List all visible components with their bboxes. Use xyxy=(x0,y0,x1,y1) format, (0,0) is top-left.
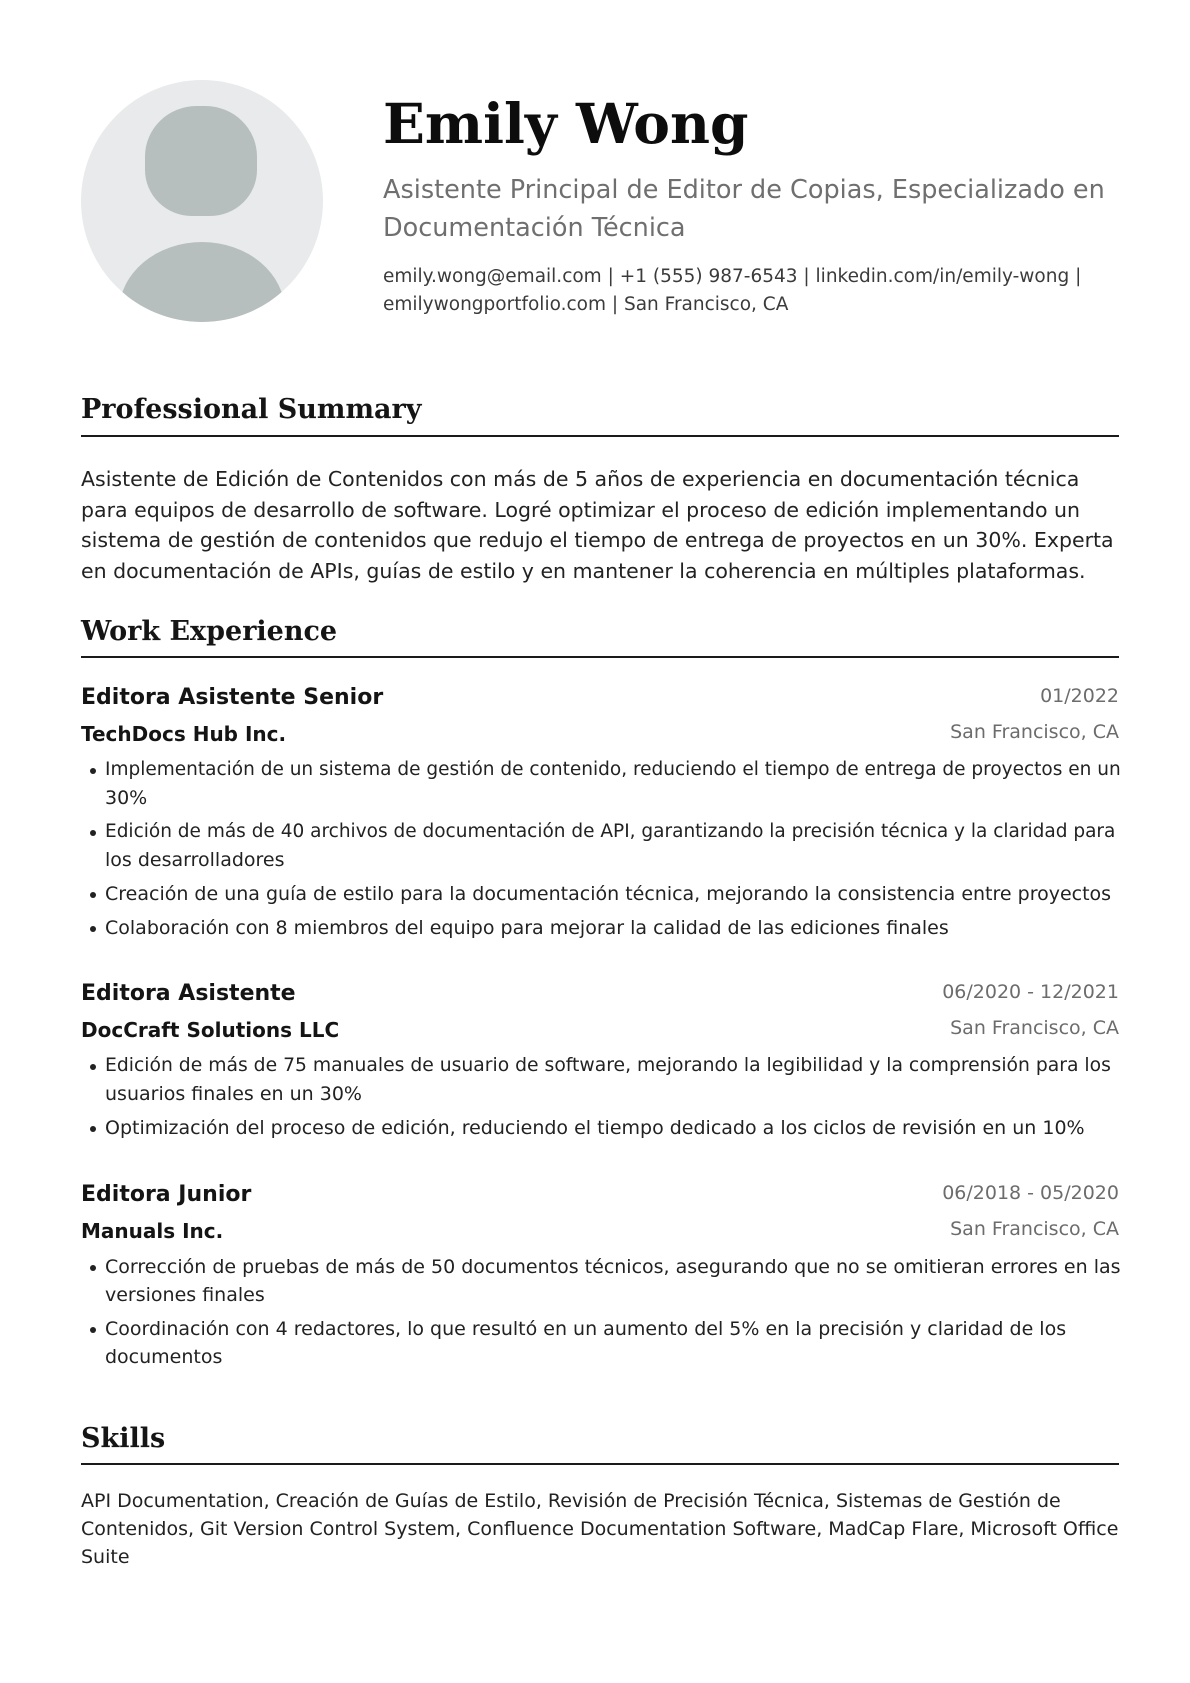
job-location: San Francisco, CA xyxy=(950,1017,1119,1039)
bullet-line: 30% xyxy=(105,787,148,809)
section-divider xyxy=(81,656,1119,658)
avatar-body-shape xyxy=(119,242,285,322)
bullet-line: Edición de más de 75 manuales de usuario de software, mejorando la legibilidad y la comprensión para los xyxy=(105,1055,1111,1076)
list-item xyxy=(81,880,1121,908)
job-date: 06/2018 - 05/2020 xyxy=(942,1182,1119,1204)
job-title: Editora Junior xyxy=(81,1182,252,1207)
job-location: San Francisco, CA xyxy=(950,1218,1119,1240)
bullet-line: documentos xyxy=(105,1346,223,1368)
job-bullets xyxy=(81,756,1121,948)
bullet-line: Creación de una guía de estilo para la documentación técnica, mejorando la consistencia entre proyectos xyxy=(105,883,1112,905)
summary-line: en documentación de APIs, guías de estilo y en mantener la coherencia en múltiples plataformas. xyxy=(81,558,1086,583)
bullet-line: Optimización del proceso de edición, reduciendo el tiempo dedicado a los ciclos de revisión en un 10% xyxy=(105,1117,1085,1139)
job-title: Editora Asistente Senior xyxy=(81,685,384,710)
section-title-experience: Work Experience xyxy=(81,616,338,647)
headline-line: Documentación Técnica xyxy=(383,213,686,243)
contact-line: emily.wong@email.com | +1 (555) 987-6543 | linkedin.com/in/emily-wong | xyxy=(383,266,1082,287)
contact-line: emilywongportfolio.com | San Francisco, CA xyxy=(383,294,789,315)
skills-text xyxy=(81,1487,1121,1571)
job-bullets xyxy=(81,1052,1121,1148)
job-company: DocCraft Solutions LLC xyxy=(81,1018,340,1042)
job-date: 06/2020 - 12/2021 xyxy=(942,981,1119,1003)
bullet-line: versiones finales xyxy=(105,1284,265,1306)
summary-text xyxy=(81,464,1121,586)
section-title-summary: Professional Summary xyxy=(81,394,422,425)
avatar-head-shape xyxy=(145,106,257,216)
contact-info xyxy=(383,263,1123,319)
bullet-line: Coordinación con 4 redactores, lo que resultó en un aumento del 5% en la precisión y claridad de los xyxy=(105,1318,1067,1340)
headline-line: Asistente Principal de Editor de Copias, Especializado en xyxy=(383,175,1105,205)
summary-line: para equipos de desarrollo de software. Logré optimizar el proceso de edición implementando un xyxy=(81,497,1081,522)
candidate-headline xyxy=(383,171,1123,247)
job-company: Manuals Inc. xyxy=(81,1219,224,1243)
section-divider xyxy=(81,1463,1119,1465)
job-company: TechDocs Hub Inc. xyxy=(81,722,287,746)
list-item xyxy=(81,1315,1121,1371)
summary-line: sistema de gestión de contenidos que redujo el tiempo de entrega de proyectos en un 30%. Experta xyxy=(81,528,1114,552)
list-item xyxy=(81,756,1121,812)
section-title-skills: Skills xyxy=(81,1423,166,1454)
job-date: 01/2022 xyxy=(1040,685,1119,707)
section-divider xyxy=(81,435,1119,437)
skills-line: Contenidos, Git Version Control System, Confluence Documentation Software, MadCap Flare, Microsoft Office xyxy=(81,1518,1119,1540)
avatar-placeholder-icon xyxy=(81,80,323,322)
bullet-line: los desarrolladores xyxy=(105,849,285,871)
list-item xyxy=(81,1114,1121,1142)
bullet-line: Edición de más de 40 archivos de documentación de API, garantizando la precisión técnica y la claridad para xyxy=(105,821,1116,842)
skills-line: Suite xyxy=(81,1546,130,1568)
candidate-name: Emily Wong xyxy=(383,91,749,156)
bullet-line: Implementación de un sistema de gestión de contenido, reduciendo el tiempo de entrega de proyectos en un xyxy=(105,759,1121,780)
job-location: San Francisco, CA xyxy=(950,721,1119,743)
job-title: Editora Asistente xyxy=(81,981,296,1006)
list-item xyxy=(81,818,1121,874)
bullet-line: Corrección de pruebas de más de 50 documentos técnicos, asegurando que no se omitieran errores en las xyxy=(105,1256,1121,1278)
job-bullets xyxy=(81,1253,1121,1377)
list-item xyxy=(81,914,1121,942)
bullet-line: usuarios finales en un 30% xyxy=(105,1083,362,1105)
skills-line: API Documentation, Creación de Guías de Estilo, Revisión de Precisión Técnica, Sistemas de Gestión de xyxy=(81,1490,1061,1512)
list-item xyxy=(81,1253,1121,1309)
summary-line: Asistente de Edición de Contenidos con más de 5 años de experiencia en documentación técnica xyxy=(81,467,1080,491)
list-item xyxy=(81,1052,1121,1108)
bullet-line: Colaboración con 8 miembros del equipo para mejorar la calidad de las ediciones finales xyxy=(105,917,949,939)
